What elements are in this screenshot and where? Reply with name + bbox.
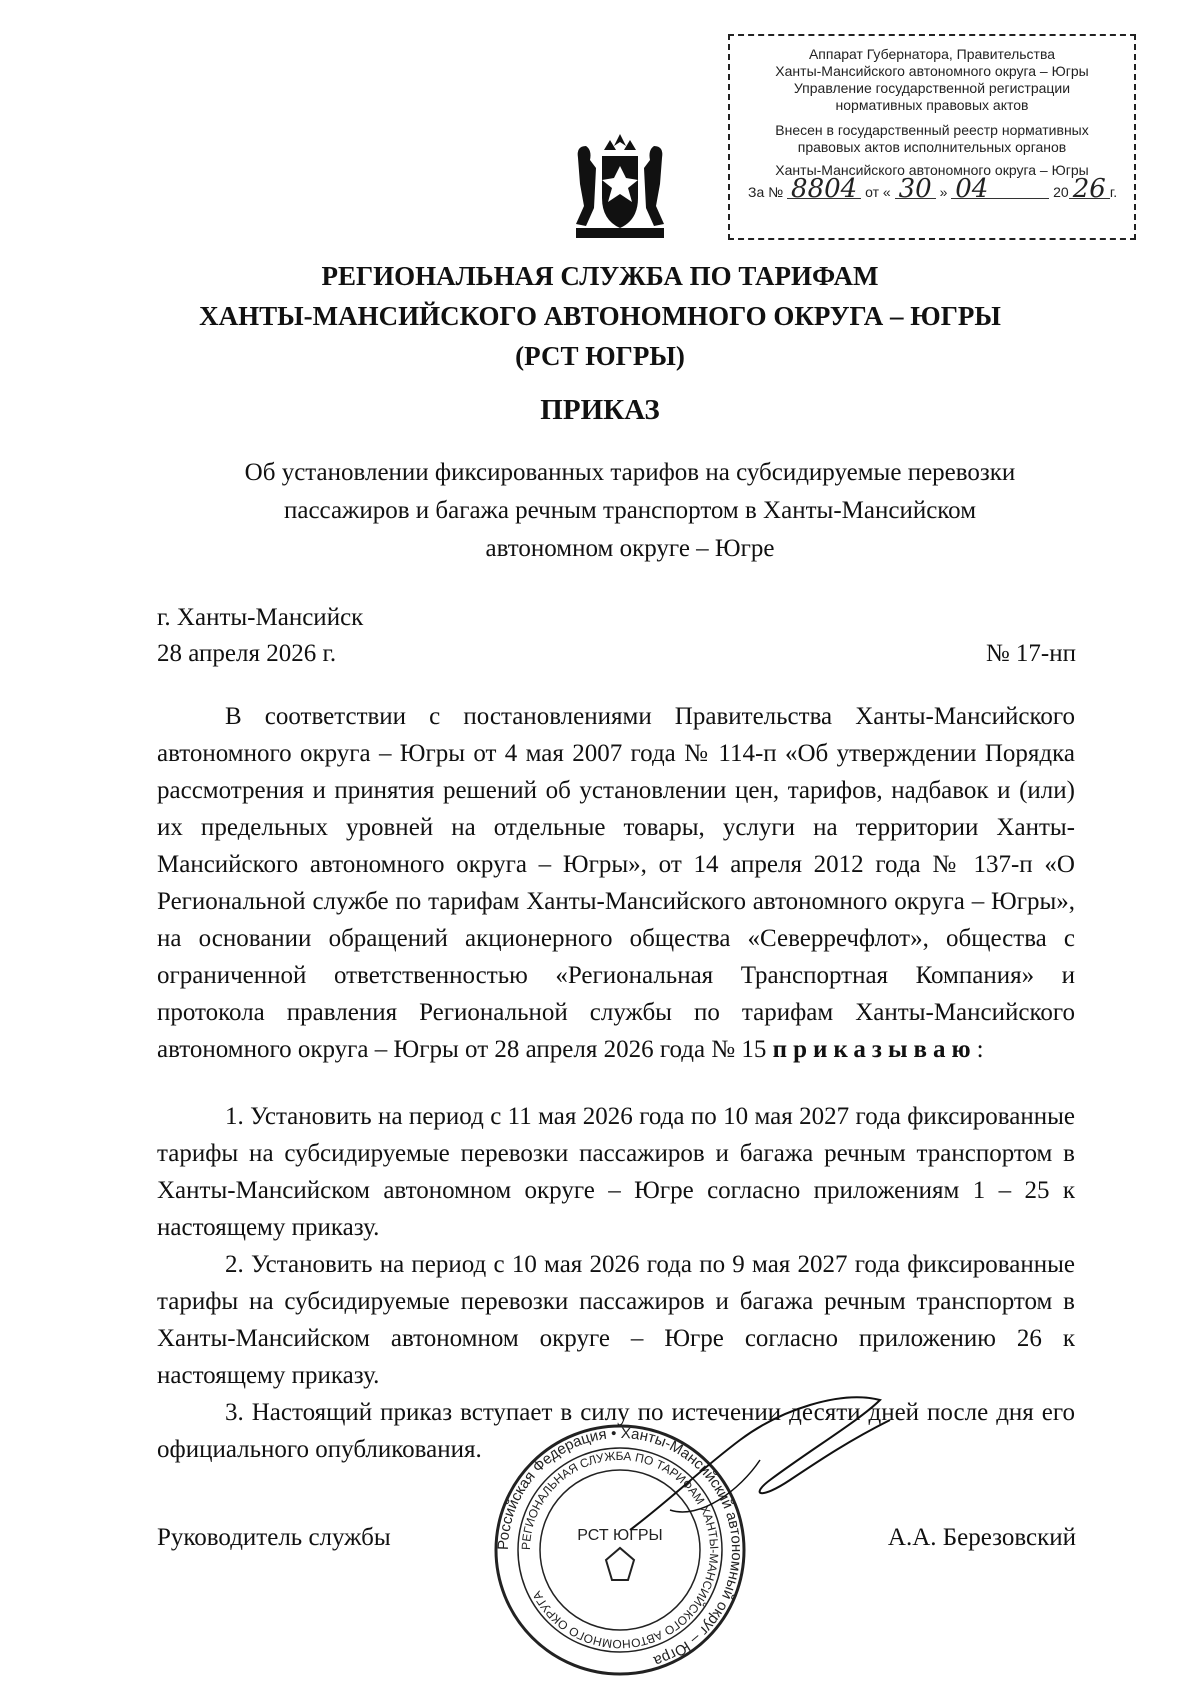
order-item: 2. Установить на период с 10 мая 2026 года по 9 мая 2027 года фиксированные тарифы на субсидируемые перевозки пассажиров и багажа речным транспортом в Ханты-Мансийском автономном округе – Югре согласно приложению 26 к настоящему приказу. (157, 1251, 1075, 1389)
reg-stamp-line: Внесен в государственный реестр нормативных (775, 122, 1089, 138)
seal-center-text: РСТ ЮГРЫ (577, 1527, 663, 1544)
reg-from: от « (865, 184, 891, 200)
coat-of-arms-icon (570, 128, 670, 242)
order-item: 1. Установить на период с 11 мая 2026 года по 10 мая 2027 года фиксированные тарифы на субсидируемые перевозки пассажиров и багажа речным транспортом в Ханты-Мансийском автономном округе – Югре согласно приложениям 1 – 25 к настоящему приказу. (157, 1103, 1075, 1241)
reg-number: 8804 (787, 181, 861, 199)
order-item: 3. Настоящий приказ вступает в силу по истечении десяти дней после дня его официального опубликования. (157, 1399, 1075, 1463)
subject (150, 454, 1110, 568)
reg-close: » (939, 184, 948, 200)
signer-position: Руководитель службы (157, 1524, 391, 1551)
registration-stamp (728, 34, 1136, 240)
reg-suffix: г. (1109, 184, 1118, 200)
reg-stamp-line: Управление государственной регистрации (793, 80, 1071, 96)
reg-stamp-line: правовых актов исполнительных органов (797, 139, 1067, 155)
order-colon: : (976, 1036, 984, 1063)
reg-year-prefix: 20 (1053, 184, 1069, 200)
subject-line: автономном округе – Югре (485, 535, 775, 562)
page-title: ПРИКАЗ (540, 394, 660, 426)
header-line: (РСТ ЮГРЫ) (515, 341, 685, 371)
reg-stamp-line: Ханты-Мансийского автономного округа – Югры (775, 63, 1089, 79)
reg-stamp-line: Ханты-Мансийского автономного округа – Югры (775, 162, 1089, 178)
header-line: РЕГИОНАЛЬНАЯ СЛУЖБА ПО ТАРИФАМ (321, 261, 879, 291)
preamble-text: В соответствии с постановлениями Правительства Ханты-Мансийского автономного округа – Югры от 4 мая 2007 года № 114-п «Об утверждении Порядка рассмотрения и принятия решений об установлении цен, тарифов, надбавок и (или) их предельных уровней на отдельные товары, услуги на территории Ханты-Мансийского автономного округа – Югры», от 14 апреля 2012 года № 137-п «О Региональной службе по тарифам Ханты-Мансийского автономного округа – Югры», на основании обращений акционерного общества «Северречфлот», общества с ограниченной ответственностью «Региональная Транспортная Компания» и протокола правления Региональной службы по тарифам Ханты-Мансийского автономного округа – Югры от 28 апреля 2026 года № 15 (157, 703, 1075, 1063)
order-number: № 17-нп (985, 640, 1076, 667)
seal-inner-text: РЕГИОНАЛЬНАЯ СЛУЖБА ПО ТАРИФАМ ХАНТЫ-МАНСИЙСКОГО АВТОНОМНОГО ОКРУГА (518, 1448, 722, 1652)
reg-prefix: За № (748, 184, 784, 200)
date: 28 апреля 2026 г. (157, 640, 337, 667)
subject-line: пассажиров и багажа речным транспортом в Ханты-Мансийском (283, 497, 977, 524)
order-word: приказываю (772, 1036, 977, 1063)
subject-line: Об установлении фиксированных тарифов на субсидируемые перевозки (244, 459, 1016, 486)
document-body (157, 698, 1075, 1468)
signer-name: А.А. Березовский (887, 1524, 1076, 1551)
reg-stamp-line: Аппарат Губернатора, Правительства (808, 46, 1056, 62)
reg-month: 04 (951, 181, 1049, 199)
reg-day: 30 (895, 181, 936, 199)
reg-year: 26 (1069, 181, 1110, 199)
reg-stamp-line: нормативных правовых актов (835, 97, 1029, 113)
place: г. Ханты-Мансийск (157, 604, 364, 631)
preamble-paragraph (157, 698, 1075, 1068)
handwritten-signature (610, 1380, 910, 1560)
header-line: ХАНТЫ-МАНСИЙСКОГО АВТОНОМНОГО ОКРУГА – ЮГРЫ (199, 301, 1001, 331)
seal-outer-text: Российская Федерация • Ханты-Мансийский автономный округ – Югра (494, 1424, 746, 1670)
reg-number-line (730, 174, 1134, 204)
